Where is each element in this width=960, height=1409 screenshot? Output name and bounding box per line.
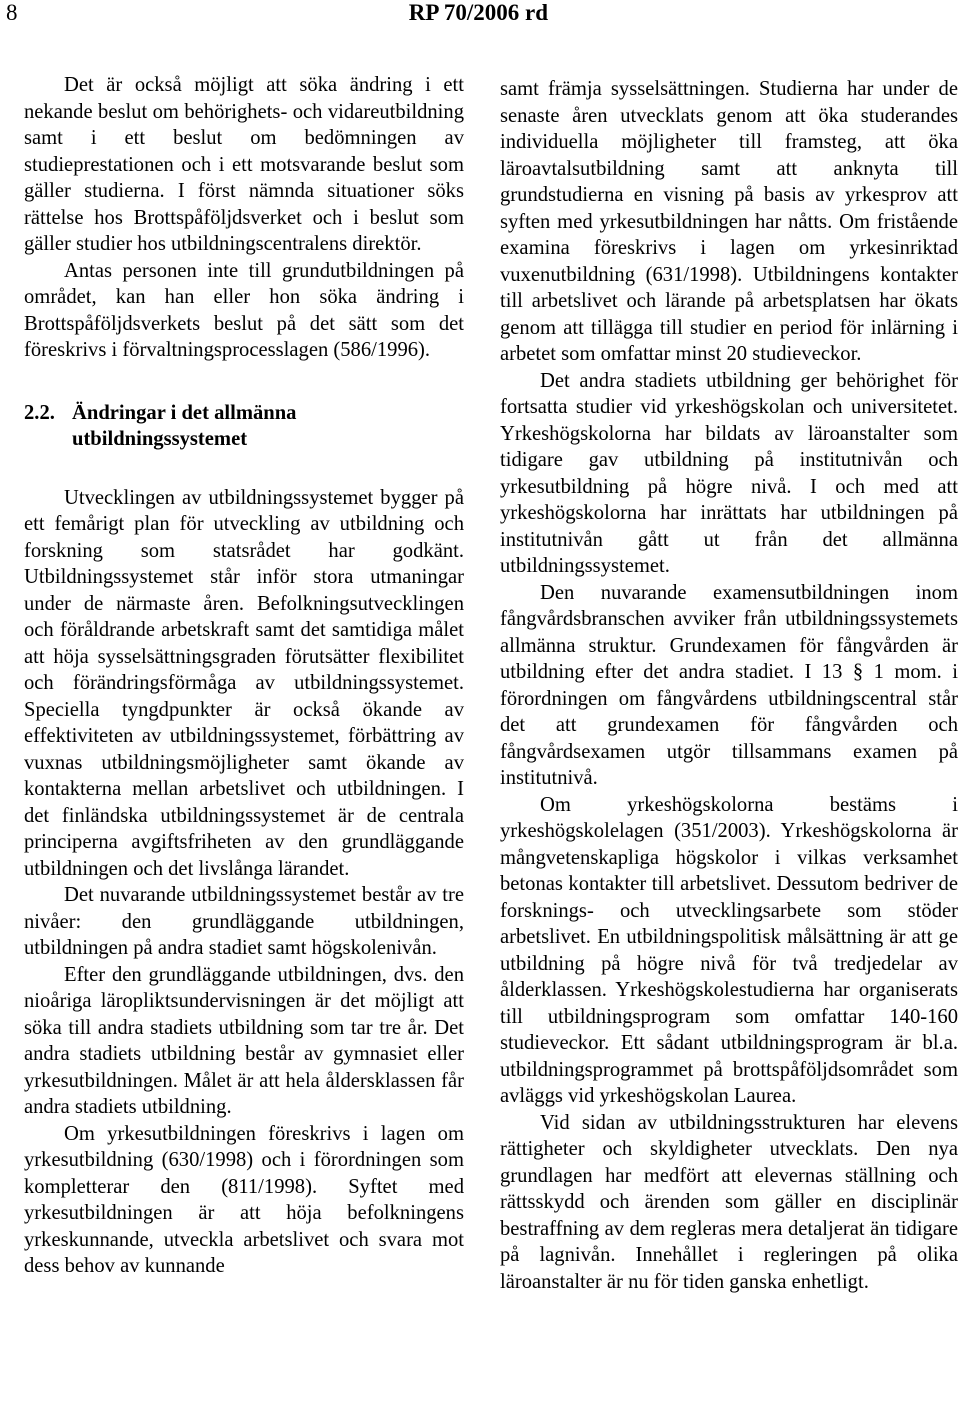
page-number: 8 <box>6 0 18 25</box>
paragraph-student-rights: Vid sidan av utbildningsstrukturen har elevens rättigheter och skyldigheter utvecklats. Den nya grundlagen har medfört att elevernas ställning och rättsskydd och ärenden som gäller en disciplinär bestraffning av dem regleras mera detaljerat än tidigare på lagnivån. Innehållet i regleringen på olika läroanstalter är nu för tiden ganska enhetligt. <box>500 1111 958 1293</box>
paragraph-vocational-education: Om yrkesutbildningen föreskrivs i lagen om yrkesutbildning (630/1998) och i förordningen som kompletterar den (811/1998). Syftet med yrkesutbildningen är att höja befolkningens yrkeskunnande, utveckla arbetslivet och svara mot dess behov av kunnande <box>24 1122 464 1277</box>
paragraph-vocational-continued: samt främja sysselsättningen. Studierna har under de senaste åren utvecklats genom att öka studerandes individuella möjligheter till framsteg, att öka läroavtalsutbildning samt att anknyta till grundstudierna en visning på basis av yrkesprov att syften med yrkesutbildningen har nåtts. Om fristående examina föreskrivs i lagen om yrkesinriktad vuxenutbildning (631/1998). Utbildningens kontakter till arbetslivet och lärande på arbetsplatsen har ökats genom att tillägga till studier en period för inlärning i arbetet som omfattar minst 20 studieveckor. <box>500 78 958 365</box>
paragraph-admission-appeal: Antas personen inte till grundutbildningen på området, kan han eller hon söka ändring i Brottspåföljdsverkets beslut på det sätt som det föreskrivs i förvaltningsprocesslagen (586/1996). <box>24 259 464 361</box>
paragraph-system-development: Utvecklingen av utbildningssystemet bygger på ett femårigt plan för utveckling av utbildning och forskning som statsrådet har godkänt. Utbildningssystemet står inför stora utmaningar under de närmaste åren. Befolkningsutvecklingen och föråldrande arbetskraft samt det samtidiga målet att höja sysselsättningsgraden förutsätter flexibilitet och förändringsförmåga av utbildningssystemet. Speciella tyngdpunkter är också ökande av effektiviteten av utbildningssystemet, förbättring av vuxnas utbildningsmöjligheter samt ökande av kontakterna mellan arbetslivet och utbildningen. I det finländska utbildningssystemet är de centrala principerna avgiftsfriheten av den grundläggande utbildningen och det livslånga lärandet. <box>24 486 464 880</box>
section-number: 2.2. <box>24 401 55 424</box>
document-id: RP 70/2006 rd <box>408 0 548 25</box>
right-column <box>500 76 958 1295</box>
section-heading <box>24 400 464 453</box>
paragraph-three-levels: Det nuvarande utbildningssystemet består av tre nivåer: den grundläggande utbildningen, utbildningen på andra stadiet samt högskolenivån. <box>24 884 464 959</box>
paragraph-polytechnics: Det andra stadiets utbildning ger behörighet för fortsatta studier vid yrkeshögskolan och universitetet. Yrkeshögskolorna har bildats av läroanstalter som tidigare gav utbildning på institutnivån och yrkesutbildning på högre nivå. I och med att yrkeshögskolorna har inrättats har utbildningen på institutnivån gått ut från det allmänna utbildningssystemet. <box>500 369 958 577</box>
paragraph-secondary-education: Efter den grundläggande utbildningen, dvs. den nioåriga läropliktsundervisningen är det möjligt att söka till andra stadiets utbildning som tar tre år. Det andra stadiets utbildning består av gymnasiet eller yrkesutbildningen. Målet är att hela åldersklassen får andra stadiets utbildning. <box>24 963 464 1118</box>
section-title: Ändringar i det allmänna utbildningssystemet <box>72 401 297 450</box>
paragraph-polytechnics-act: Om yrkeshögskolorna bestäms i yrkeshögskolelagen (351/2003). Yrkeshögskolorna är mångvetenskapliga högskolor i vilkas verksamhet betonas kontakter till arbetslivet. Dessutom bedriver de forsknings- och utvecklingsarbete som stöder arbetslivet. En utbildningspolitisk målsättning är att ge utbildning på högre nivå för två tredjedelar av ålderklassen. Yrkeshögskolestudierna har organiserats till utbildningsprogram som omfattar 140-160 studieveckor. Ett sådant utbildningsprogram är bl.a. utbildningsprogrammet på brottspåföljdsområdet som avläggs vid yrkeshögskolan Laurea. <box>500 793 958 1107</box>
page-header <box>0 0 960 36</box>
paragraph-prison-service-education: Den nuvarande examensutbildningen inom fångvårdsbranschen avviker från utbildningssystemets allmänna struktur. Grundexamen för fångvården är utbildning efter det andra stadiet. I 13 § 1 mom. i förordningen om fångvårdens utbildningscentral står det att grundexamen för fångvården och fångvårdsexamen utgör tillsammans examen på institutnivå. <box>500 581 958 789</box>
left-column <box>24 72 464 1280</box>
paragraph-appeal-decisions: Det är också möjligt att söka ändring i ett nekande beslut om behörighets- och vidareutbildning samt i ett beslut om bedömningen av studieprestationen och i ett motsvarande beslut som gäller studierna. I först nämnda situationer söks rättelse hos Brottspåföljdsverket och i beslut som gäller studier hos utbildningscentralens direktör. <box>24 74 464 255</box>
